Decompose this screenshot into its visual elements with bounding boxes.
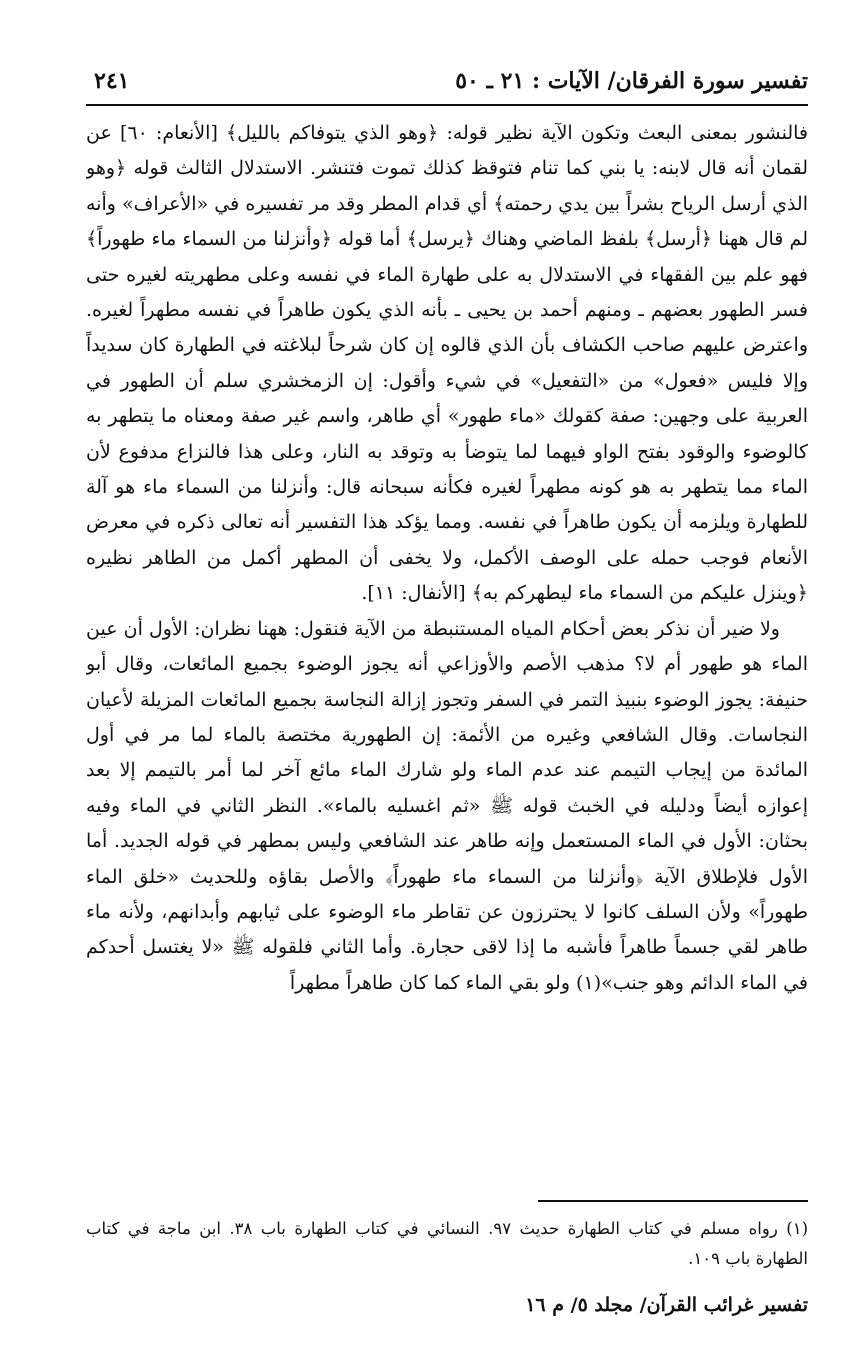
paragraph-1: فالنشور بمعنى البعث وتكون الآية نظير قوله: ﴿وهو الذي يتوفاكم بالليل﴾ [الأنعام: ٦٠] عن لقمان أنه قال لابنه: يا بني كما تنام فتوقظ كذلك تموت فتنشر. الاستدلال الثالث قوله ﴿وهو الذي أرسل الرياح بشراً بين يدي رحمته﴾ أي قدام المطر وقد مر تفسيره في «الأعراف» وأنه لم قال ههنا ﴿أرسل﴾ بلفظ الماضي وهناك ﴿يرسل﴾ أما قوله ﴿وأنزلنا من السماء ماء طهوراً﴾ فهو علم بين الفقهاء في الاستدلال به على طهارة الماء في نفسه وعلى مطهريته لغيره حتى فسر الطهور بعضهم ـ ومنهم أحمد بن يحيى ـ بأنه الذي يكون طاهراً في نفسه مطهراً لغيره. واعترض عليهم صاحب الكشاف بأن الذي قالوه إن كان شرحاً لبلاغته في الطهارة كان سديداً وإلا فليس «فعول» من «التفعيل» في شيء وأقول: إن الزمخشري سلم أن الطهور في العربية على وجهين: صفة كقولك «ماء طهور» أي طاهر، واسم غير صفة ومعناه ما يتطهر به كالوضوء والوقود بفتح الواو فيهما لما يتوضأ به وتوقد به النار، وعلى هذا فالنزاع مدفوع لأن الماء مما يتطهر به هو كونه مطهراً لغيره فكأنه سبحانه قال: وأنزلنا من السماء ماء هو آلة للطهارة ويلزمه أن يكون طاهراً في نفسه. ومما يؤكد هذا التفسير أنه تعالى ذكره في معرض الأنعام فوجب حمله على الوصف الأكمل، ولا يخفى أن المطهر أكمل من الطاهر نظيره ﴿وينزل عليكم من السماء ماء ليطهركم به﴾ [الأنفال: ١١]. [86, 122, 808, 605]
paragraph-2: ولا ضير أن نذكر بعض أحكام المياه المستنبطة من الآية فنقول: ههنا نظران: الأول أن عين الماء هو طهور أم لا؟ مذهب الأصم والأوزاعي أنه يجوز الوضوء بجميع المائعات، وقال أبو حنيفة: يجوز الوضوء بنبيذ التمر في السفر وتجوز إزالة النجاسة بجميع المائعات المزيلة لأعيان النجاسات. وقال الشافعي وغيره من الأئمة: إن الطهورية مختصة بالماء لما مر في أول المائدة من إيجاب التيمم عند عدم الماء ولو شارك الماء مائع آخر لما أمر بالتيمم إلا بعد إعوازه أيضاً ودليله في الخبث قوله ﷺ «ثم اغسليه بالماء». النظر الثاني في الماء وفيه بحثان: الأول في الماء المستعمل وإنه طاهر عند الشافعي وليس بمطهر في قوله الجديد. أما الأول فلإطلاق الآية ﴿وأنزلنا من السماء ماء طهوراً﴾ والأصل بقاؤه وللحديث «خلق الماء طهوراً» ولأن السلف كانوا لا يحترزون عن تقاطر ماء الوضوء على ثيابهم وأبدانهم، ولأنه ماء طاهر لقي جسماً طاهراً فأشبه ما إذا لاقى حجارة. وأما الثاني فلقوله ﷺ «لا يغتسل أحدكم في الماء الدائم وهو جنب»(١) ولو بقي الماء كما كان طاهراً مطهراً [86, 617, 808, 994]
body-text [86, 116, 808, 1176]
page-number: ٢٤١ [94, 68, 130, 94]
footnote-divider [538, 1200, 808, 1202]
page-header [86, 64, 808, 106]
page-footer: تفسير غرائب القرآن/ مجلد ٥/ م ١٦ [525, 1294, 808, 1316]
footnote: (١) رواه مسلم في كتاب الطهارة حديث ٩٧. النسائي في كتاب الطهارة باب ٣٨. ابن ماجة في كتاب الطهارة باب ١٠٩. [86, 1219, 808, 1268]
running-title: تفسير سورة الفرقان/ الآيات : ٢١ ـ ٥٠ [455, 68, 808, 94]
